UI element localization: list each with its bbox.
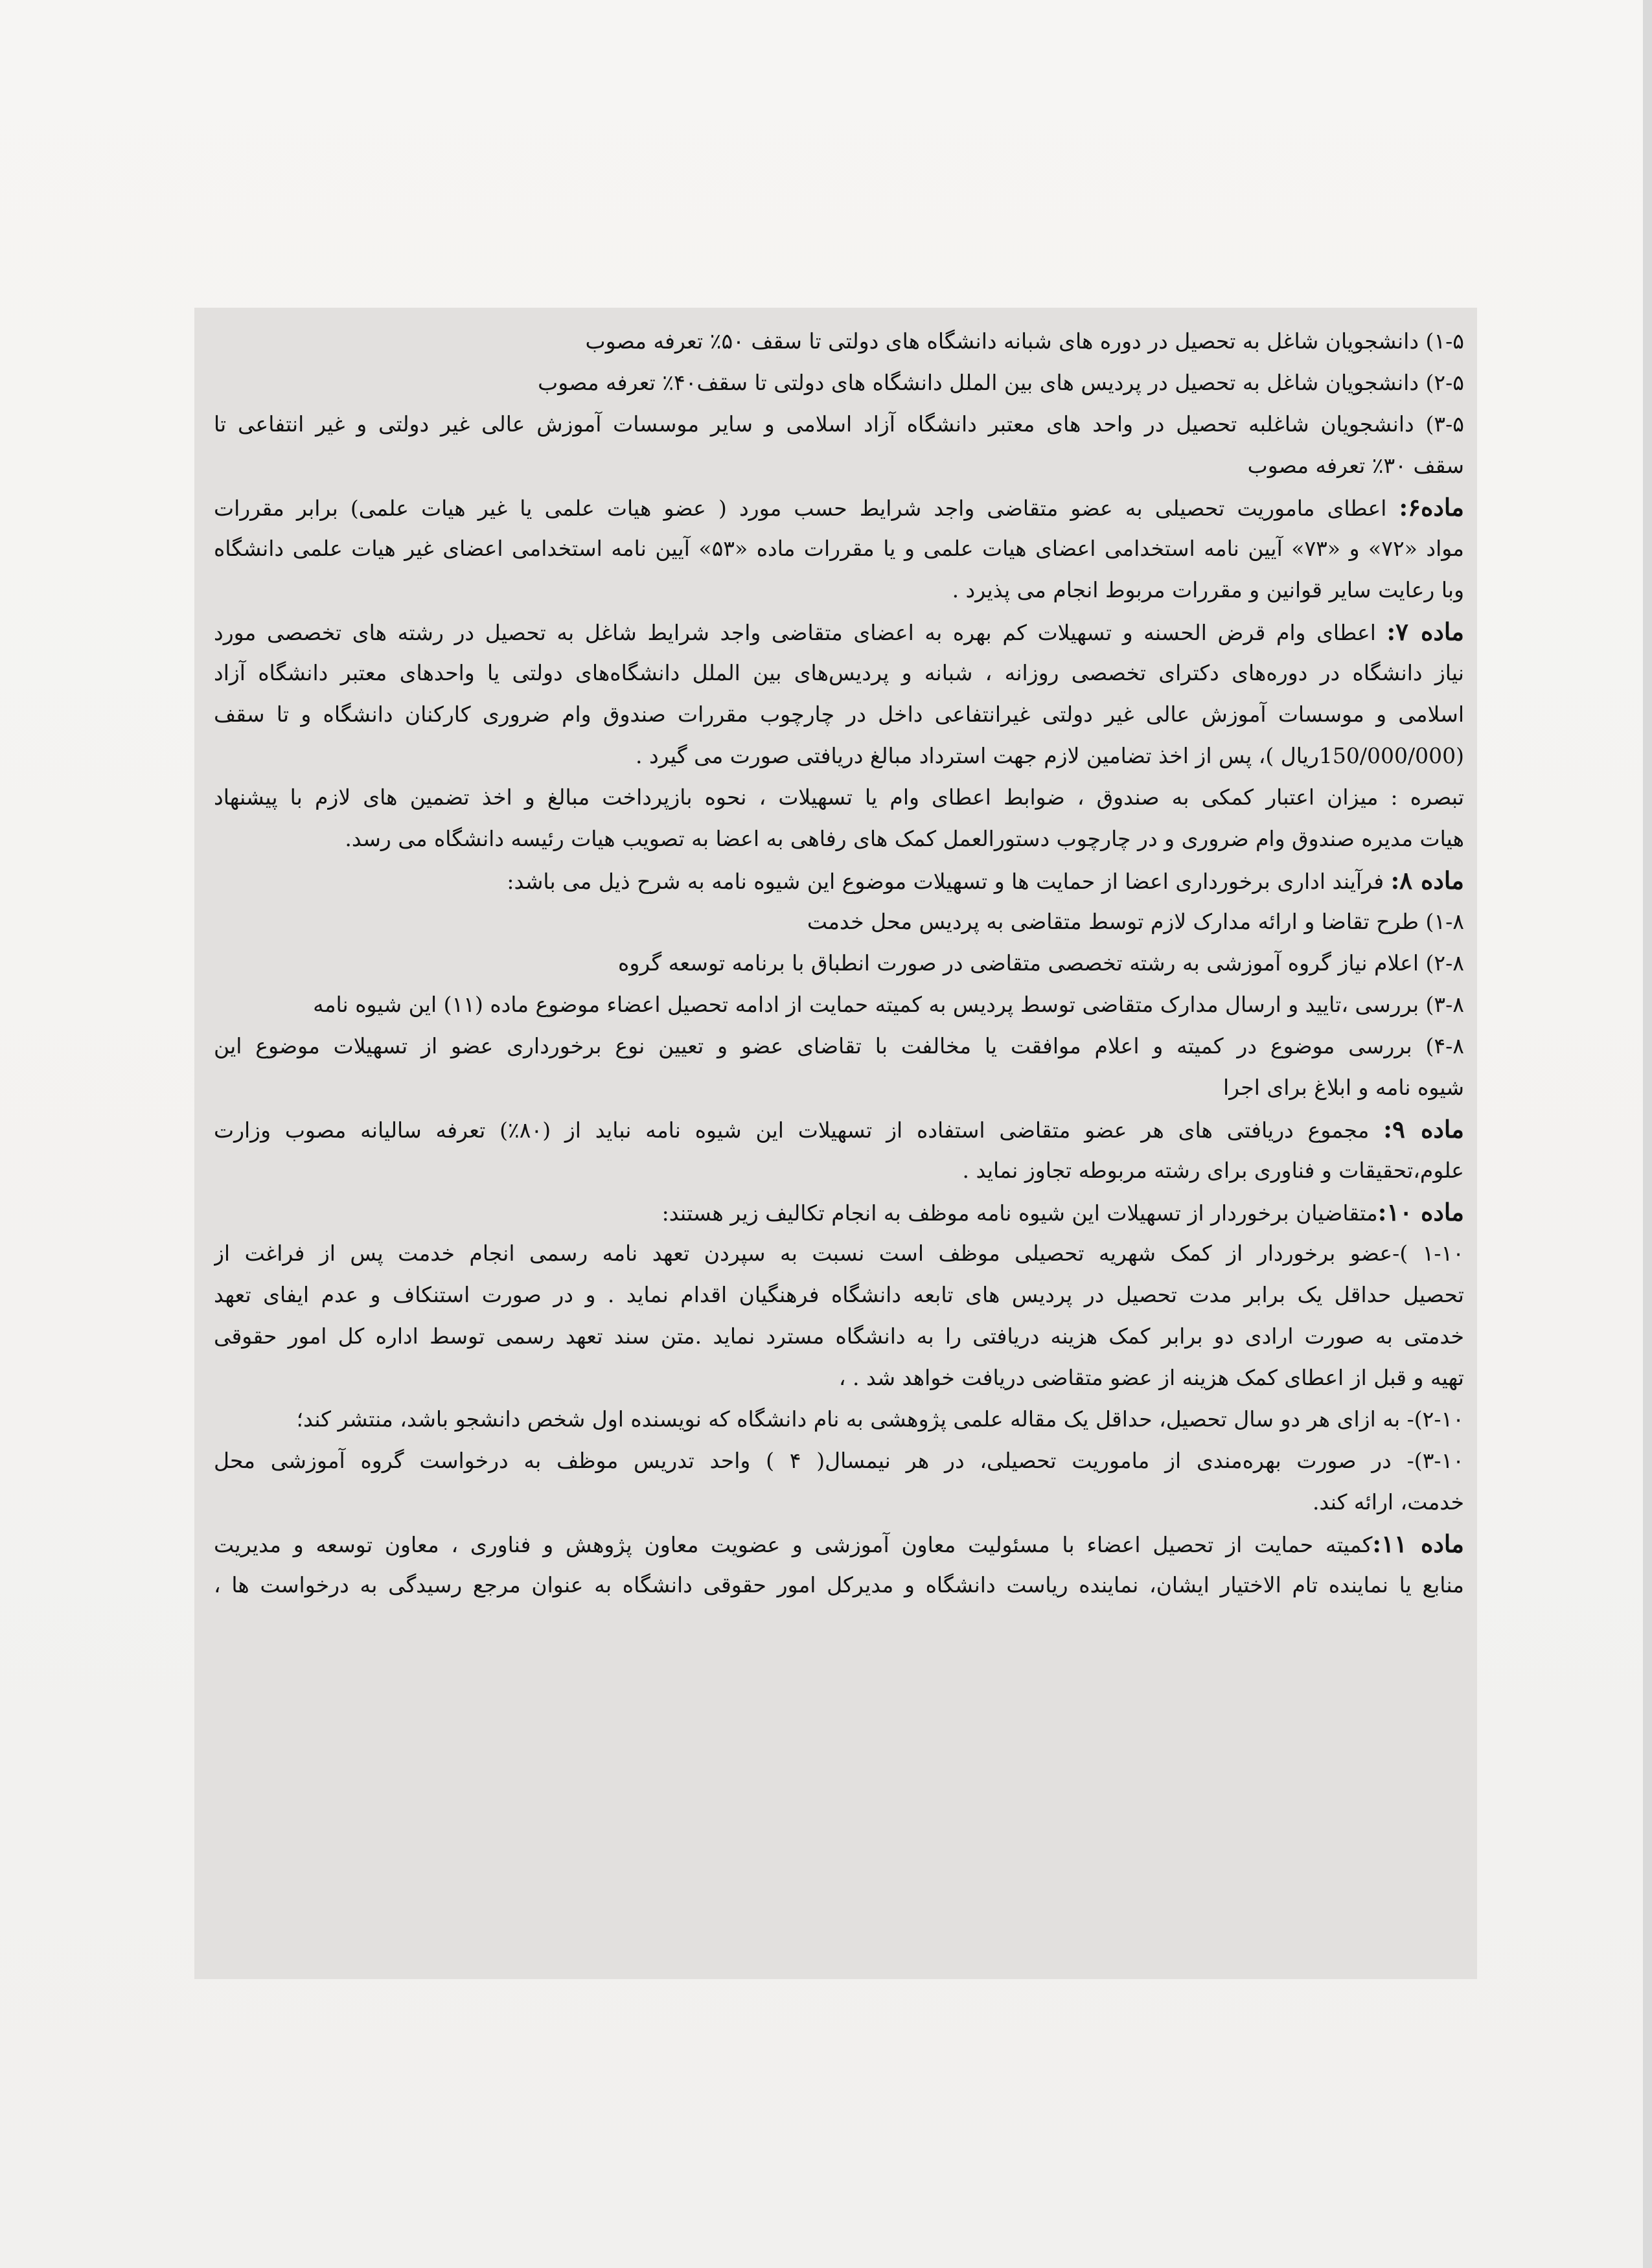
text-line (214, 487, 1464, 528)
line-text: ۱-۱۰ )-عضو برخوردار از کمک شهریه تحصیلی موظف است نسبت به سپردن تعهد نامه رسمی انجام خدمت پس از فراغت از (214, 1241, 1464, 1266)
text-line (214, 1067, 1464, 1108)
line-text: شیوه نامه و ابلاغ برای اجرا (1222, 1075, 1464, 1100)
line-text: ۴-۸) بررسی موضوع در کمیته و اعلام موافقت یا مخالفت با تقاضای عضو و تعیین نوع برخورداری عضو از تسهیلات موضوع این (214, 1033, 1464, 1059)
text-line (214, 445, 1464, 487)
line-text: اعطای ماموریت تحصیلی به عضو متقاضی واجد شرایط حسب مورد ( عضو هیات علمی یا غیر هیات علمی) برابر مقررات (214, 496, 1399, 521)
text-line (214, 1399, 1464, 1440)
line-text: مجموع دریافتی های هر عضو متقاضی استفاده از تسهیلات این شیوه نامه نباید از (۸۰٪) تعرفه سالیانه مصوب وزارت (214, 1117, 1384, 1143)
line-text: خدمتی به صورت ارادی دو برابر کمک هزینه دریافتی را به دانشگاه مسترد نماید .متن سند تعهد رسمی توسط اداره کل امور حقوقی (214, 1323, 1464, 1349)
scan-edge (1643, 0, 1652, 2268)
text-line (214, 569, 1464, 611)
line-text: اسلامی و موسسات آموزش عالی غیر دولتی غیرانتفاعی داخل در چارچوب مقررات صندوق وام ضروری کارکنان دانشگاه و تا سقف (214, 702, 1464, 727)
text-line (214, 1108, 1464, 1150)
text-line (214, 1025, 1464, 1067)
text-line (214, 818, 1464, 860)
line-text: ۱-۸) طرح تقاضا و ارائه مدارک لازم توسط متقاضی به پردیس محل خدمت (807, 909, 1464, 934)
line-text: خدمت، ارائه کند. (1312, 1489, 1464, 1515)
line-text: ۲-۸) اعلام نیاز گروه آموزشی به رشته تخصصی متقاضی در صورت انطباق با برنامه توسعه گروه (618, 950, 1464, 976)
text-line (214, 1357, 1464, 1399)
text-line (214, 1191, 1464, 1233)
text-line (214, 404, 1464, 445)
line-text: تبصره : میزان اعتبار کمکی به صندوق ، ضوابط اعطای وام یا تسهیلات ، نحوه بازپرداخت مبالغ و اخذ تضمین های لازم با پیشنهاد (214, 785, 1464, 810)
line-text: اعطای وام قرض الحسنه و تسهیلات کم بهره به اعضای متقاضی واجد شرایط شاغل به تحصیل در رشته های تخصصی مورد (214, 620, 1387, 645)
text-line (214, 362, 1464, 404)
article-label: ماده ۹: (1383, 1115, 1464, 1143)
text-line (214, 1274, 1464, 1316)
article-label: ماده ۱۰: (1377, 1198, 1464, 1226)
line-text: ۳-۵) دانشجویان شاغلبه تحصیل در واحد های معتبر دانشگاه آزاد اسلامی و سایر موسسات آموزش عالی غیر دولتی و غیر انتفاعی تا (214, 411, 1464, 437)
text-line (214, 777, 1464, 818)
text-line (214, 528, 1464, 569)
text-line (214, 1440, 1464, 1482)
text-line (214, 735, 1464, 777)
line-text: ۳-۸) بررسی ،تایید و ارسال مدارک متقاضی توسط پردیس به کمیته حمایت از ادامه تحصیل اعضاء موضوع ماده (۱۱) این شیوه نامه (313, 992, 1464, 1017)
line-text: (150/000/000ریال )، پس از اخذ تضامین لازم جهت استرداد مبالغ دریافتی صورت می گیرد . (636, 743, 1464, 768)
article-label: ماده ۷: (1386, 617, 1464, 646)
article-label: ماده۶: (1399, 493, 1464, 521)
text-line (214, 1316, 1464, 1357)
line-text: تهیه و قبل از اعطای کمک هزینه از عضو متقاضی دریافت خواهد شد . ، (838, 1365, 1464, 1390)
text-line (214, 1564, 1464, 1606)
line-text: سقف ۳۰٪ تعرفه مصوب (1247, 453, 1464, 478)
line-text: نیاز دانشگاه در دوره‌های دکترای تخصصی روزانه ، شبانه و پردیس‌های بین الملل دانشگاه‌های دولتی یا واحدهای معتبر دانشگاه آزاد (214, 660, 1464, 685)
text-line (214, 860, 1464, 901)
text-line (214, 611, 1464, 652)
line-text: متقاضیان برخوردار از تسهیلات این شیوه نامه موظف به انجام تکالیف زیر هستند: (661, 1200, 1378, 1226)
article-label: ماده ۸: (1390, 866, 1464, 895)
line-text: تحصیل حداقل یک برابر مدت تحصیل در پردیس های تابعه دانشگاه فرهنگیان اقدام نماید . و در صورت استنکاف و عدم ایفای تعهد (214, 1282, 1464, 1307)
text-line (214, 943, 1464, 984)
line-text: علوم،تحقیقات و فناوری برای رشته مربوطه تجاوز نماید . (962, 1158, 1464, 1183)
document-text-block (194, 308, 1477, 1979)
line-text: ۳-۱۰)- در صورت بهره‌مندی از ماموریت تحصیلی، در هر نیمسال( ۴ ) واحد تدریس موظف به درخواست گروه آموزشی محل (214, 1448, 1464, 1473)
line-text: ۲-۵) دانشجویان شاغل به تحصیل در پردیس های بین الملل دانشگاه های دولتی تا سقف۴۰٪ تعرفه مصوب (538, 370, 1464, 395)
article-label: ماده ۱۱: (1372, 1529, 1464, 1558)
line-text: مواد «۷۲» و «۷۳» آیین نامه استخدامی اعضای هیات علمی و یا مقررات ماده «۵۳» آیین نامه استخدامی اعضای غیر هیات علمی دانشگاه (214, 536, 1464, 561)
line-text: منابع یا نماینده تام الاختیار ایشان، نماینده ریاست دانشگاه و مدیرکل امور حقوقی دانشگاه به عنوان مرجع رسیدگی به درخواست ها ، (214, 1572, 1464, 1598)
text-line (214, 984, 1464, 1025)
line-text: هیات مدیره صندوق وام ضروری و در چارچوب دستورالعمل کمک های رفاهی به اعضا به تصویب هیات رئیسه دانشگاه می رسد. (345, 826, 1464, 851)
text-line (214, 1150, 1464, 1191)
line-text: ۱-۵) دانشجویان شاغل به تحصیل در دوره های شبانه دانشگاه های دولتی تا سقف ۵۰٪ تعرفه مصوب (585, 328, 1464, 354)
line-text: کمیته حمایت از تحصیل اعضاء با مسئولیت معاون آموزشی و عضویت معاون پژوهش و فناوری ، معاون توسعه و مدیریت (214, 1532, 1373, 1557)
text-line (214, 901, 1464, 943)
text-line (214, 1233, 1464, 1274)
text-line (214, 321, 1464, 362)
line-text: فرآیند اداری برخورداری اعضا از حمایت ها و تسهیلات موضوع این شیوه نامه به شرح ذیل می باشد: (507, 869, 1391, 894)
text-line (214, 1482, 1464, 1523)
text-line (214, 1523, 1464, 1564)
line-text: وبا رعایت سایر قوانین و مقررات مربوط انجام می پذیرد . (952, 577, 1464, 602)
text-line (214, 652, 1464, 694)
text-line (214, 694, 1464, 735)
line-text: ۲-۱۰)- به ازای هر دو سال تحصیل، حداقل یک مقاله علمی پژوهشی به نام دانشگاه که نویسنده اول شخص دانشجو باشد، منتشر کند؛ (296, 1406, 1464, 1432)
